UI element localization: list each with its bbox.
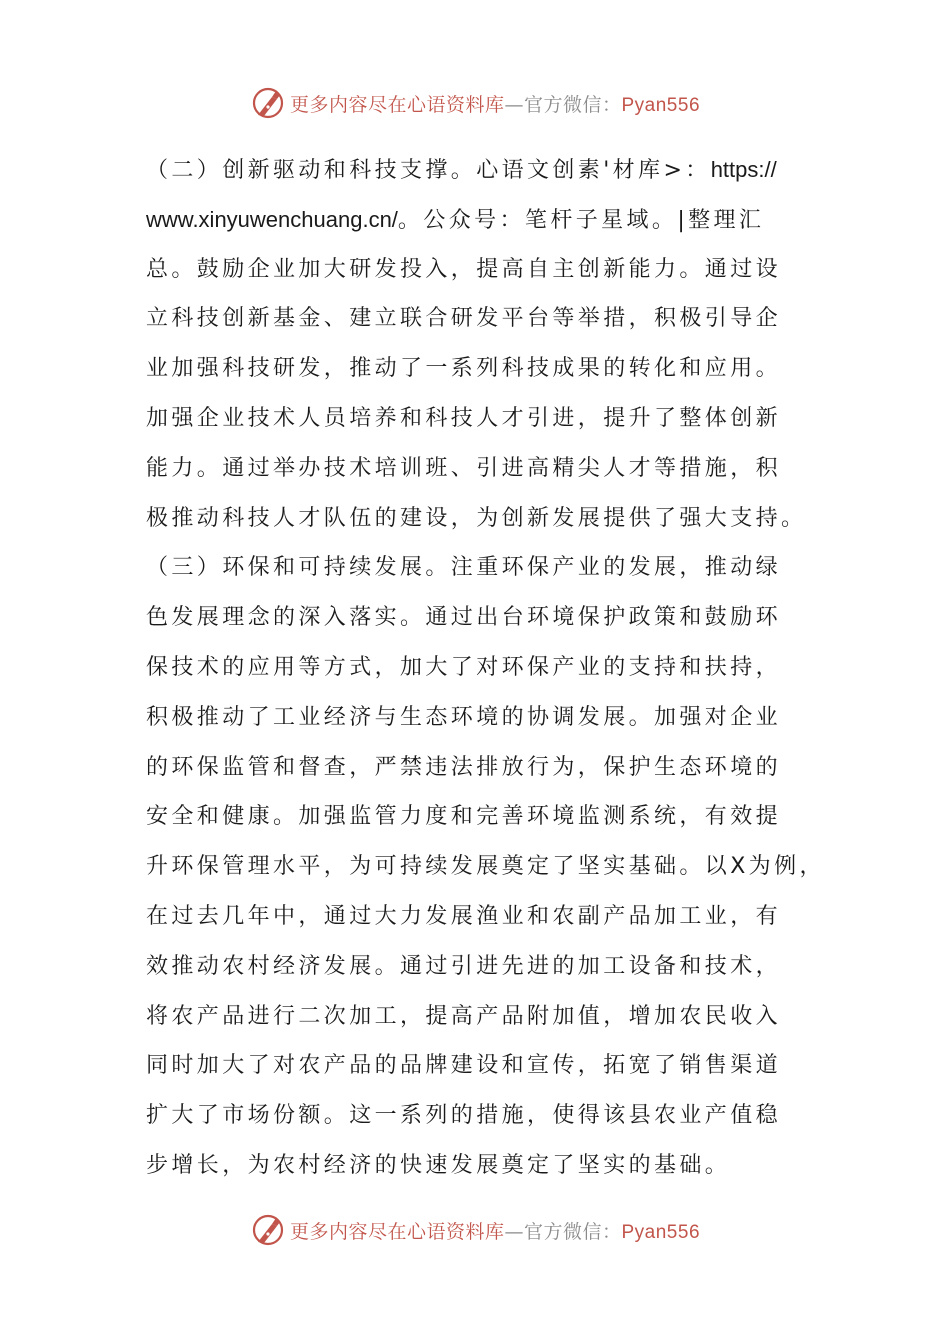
footer-banner — [0, 1205, 950, 1255]
text-line: 在过去几年中，通过大力发展渔业和农副产品加工业，有 — [146, 903, 782, 929]
text-line: 积极推动了工业经济与生态环境的协调发展。加强对企业 — [146, 704, 782, 730]
banner-main-text: 更多内容尽在心语资料库 — [289, 93, 505, 116]
banner-main-text: 更多内容尽在心语资料库 — [289, 1220, 505, 1243]
text-line: 扩大了市场份额。这一系列的措施，使得该县农业产值稳 — [146, 1103, 782, 1129]
pen-nib-icon — [250, 1212, 286, 1248]
text-line: 效推动农村经济发展。通过引进先进的加工设备和技术， — [146, 953, 782, 979]
banner-dash: — — [504, 93, 524, 116]
banner-dash: — — [504, 1220, 524, 1243]
banner-wechat-id: Pyan556 — [621, 1221, 701, 1243]
text-line: 步增长，为农村经济的快速发展奠定了坚实的基础。 — [146, 1152, 731, 1178]
pen-nib-icon — [250, 85, 286, 121]
document-body — [146, 145, 825, 1191]
text-line: www.xinyuwenchuang.cn/。公众号：笔杆子星域。|整理汇 — [146, 206, 765, 233]
text-line: 加强企业技术人员培养和科技人才引进，提升了整体创新 — [146, 405, 782, 431]
text-line: 立科技创新基金、建立联合研发平台等举措，积极引导企 — [146, 306, 782, 332]
text-line: 升环保管理水平，为可持续发展奠定了坚实基础。以X为例， — [146, 854, 825, 880]
text-line: 将农产品进行二次加工，提高产品附加值，增加农民收入 — [146, 1003, 782, 1029]
text-line: （三）环保和可持续发展。注重环保产业的发展，推动绿 — [146, 555, 782, 581]
banner-official-label: 官方微信： — [523, 93, 622, 116]
header-banner — [0, 78, 950, 128]
text-line: 总。鼓励企业加大研发投入，提高自主创新能力。通过设 — [146, 256, 782, 282]
banner-wechat-id: Pyan556 — [621, 94, 701, 116]
text-line: 的环保监管和督查，严禁违法排放行为，保护生态环境的 — [146, 754, 782, 780]
text-line: 业加强科技研发，推动了一系列科技成果的转化和应用。 — [146, 356, 782, 382]
banner-official-label: 官方微信： — [523, 1220, 622, 1243]
text-line: 同时加大了对农产品的品牌建设和宣传，拓宽了销售渠道 — [146, 1053, 782, 1079]
text-line: 保技术的应用等方式，加大了对环保产业的支持和扶持， — [146, 654, 782, 680]
text-line: （二）创新驱动和科技支撑。心语文创素'材库>：https:// — [146, 157, 777, 183]
text-line: 极推动科技人才队伍的建设，为创新发展提供了强大支持。 — [146, 505, 807, 531]
text-line: 能力。通过举办技术培训班、引进高精尖人才等措施，积 — [146, 455, 782, 481]
text-line: 色发展理念的深入落实。通过出台环境保护政策和鼓励环 — [146, 605, 782, 631]
text-line: 安全和健康。加强监管力度和完善环境监测系统，有效提 — [146, 804, 782, 830]
banner-text — [290, 90, 700, 117]
banner-text — [290, 1217, 700, 1244]
